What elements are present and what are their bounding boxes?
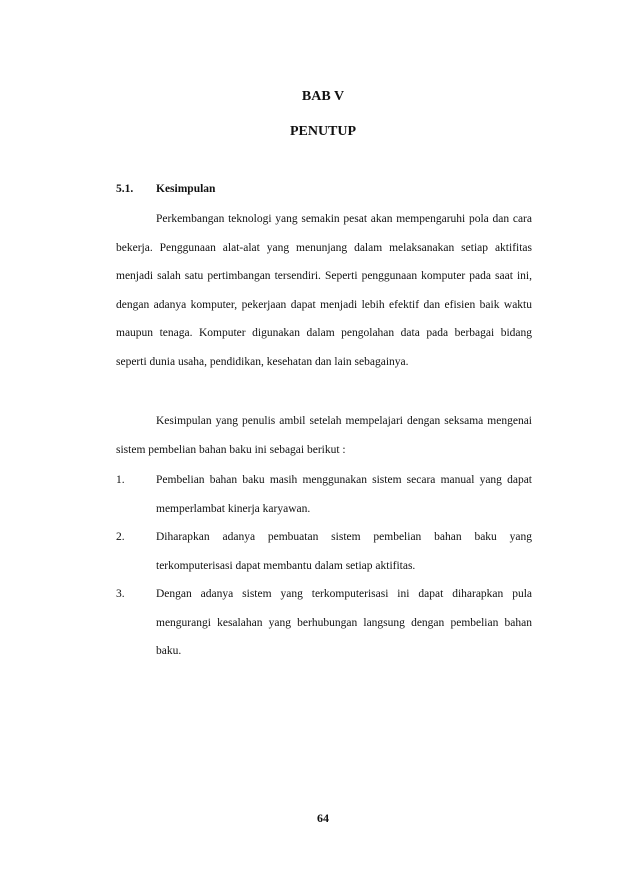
section-title: Kesimpulan [156,183,216,195]
list-item [116,523,532,580]
list-item-text: Diharapkan adanya pembuatan sistem pembelian bahan baku yang terkomputerisasi dapat membantu dalam setiap aktifitas. [156,531,532,572]
paragraph-body: Perkembangan teknologi yang semakin pesat akan mempengaruhi pola dan cara bekerja. Penggunaan alat-alat yang menunjang dalam melaksanakan setiap aktifitas menjadi salah satu pertimbangan tersendiri. Seperti penggunaan komputer pada saat ini, dengan adanya komputer, pekerjaan dapat menjadi lebih efektif dan efisien baik waktu maupun tenaga. Komputer digunakan dalam pengolahan data pada berbagai bidang seperti dunia usaha, pendidikan, kesehatan dan lain sebagainya. [116,213,532,368]
list-marker: 2. [116,531,125,543]
conclusion-list [116,466,532,666]
list-item [116,580,532,666]
list-item [116,466,532,523]
list-item-text: Dengan adanya sistem yang terkomputerisasi ini dapat diharapkan pula mengurangi kesalahan yang berhubungan langsung dengan pembelian bahan baku. [156,588,532,657]
page-number: 64 [317,811,329,825]
list-marker: 3. [116,588,125,600]
list-item-text: Pembelian bahan baku masih menggunakan sistem secara manual yang dapat memperlambat kinerja karyawan. [156,474,532,515]
list-marker: 1. [116,474,125,486]
chapter-number: BAB V [301,89,345,104]
section-number: 5.1. [116,183,134,195]
paragraph-intro-list: Kesimpulan yang penulis ambil setelah mempelajari dengan seksama mengenai sistem pembelian bahan baku ini sebagai berikut : [116,415,532,456]
chapter-title: PENUTUP [289,124,357,139]
